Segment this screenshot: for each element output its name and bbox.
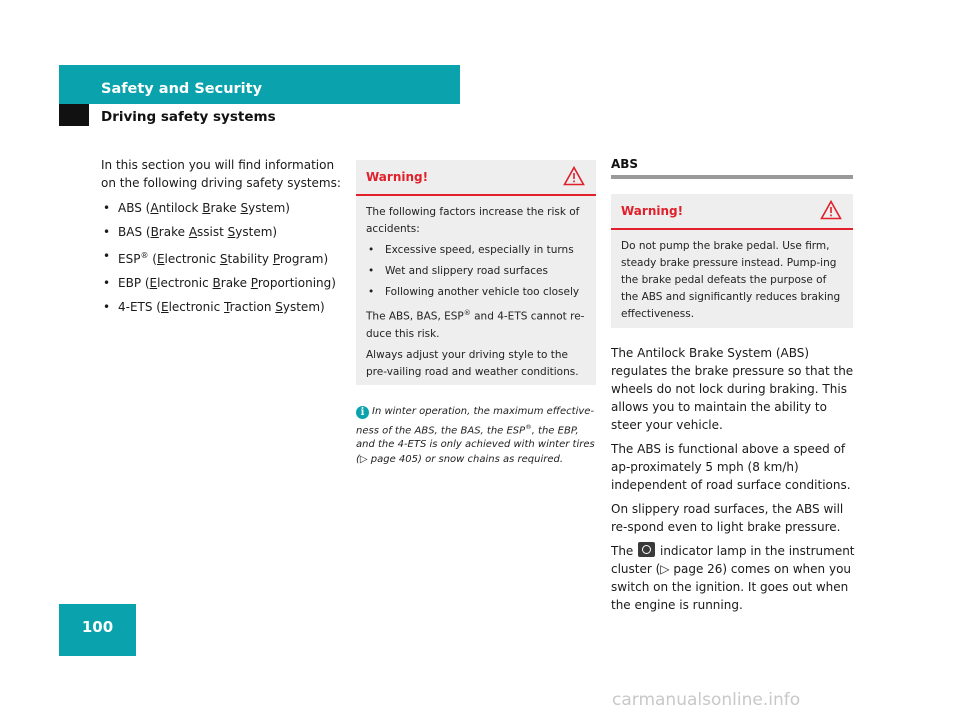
warning-header (356, 160, 596, 196)
list-item: • Wet and slippery road surfaces (366, 263, 586, 280)
abs-indicator-lamp-icon (638, 542, 655, 557)
list-item: • ESP® (Electronic Stability Program) (101, 247, 346, 268)
warning-text: Do not pump the brake pedal. Use firm, steady brake pressure instead. Pump-ing the brake pedal defeats the purpose of the ABS and significantly reduces braking effectiveness. (621, 240, 841, 320)
list-item: • EBP (Electronic Brake Proportioning) (101, 274, 346, 292)
list-item: • Following another vehicle too closely (366, 284, 586, 301)
warning-box-abs (611, 194, 853, 328)
heading-rule (611, 175, 853, 179)
abs-heading: ABS (611, 157, 639, 171)
page-number: 100 (81, 618, 114, 636)
list-item: • ABS (Antilock Brake System) (101, 199, 346, 217)
section-title: Safety and Security (101, 81, 263, 97)
warning-label: Warning! (366, 170, 429, 184)
intro-column (101, 156, 346, 322)
warning-paragraph: The ABS, BAS, ESP® and 4-ETS cannot re-duce this risk. (366, 309, 585, 340)
sub-title: Driving safety systems (101, 109, 276, 125)
warning-box-risk (356, 160, 596, 385)
warning-paragraph: Always adjust your driving style to the pre-vailing road and weather conditions. (366, 348, 579, 378)
watermark: carmanualsonline.info (612, 690, 801, 710)
abs-column (611, 344, 856, 620)
warning-body (611, 230, 853, 335)
list-item: • Excessive speed, especially in turns (366, 242, 586, 259)
abs-paragraph: On slippery road surfaces, the ABS will re-spond even to light brake pressure. (611, 502, 844, 534)
warning-triangle-icon (820, 200, 842, 220)
abs-paragraph: The ABS is functional above a speed of ap-proximately 5 mph (8 km/h) independent of road surface conditions. (611, 442, 851, 492)
list-item: • 4-ETS (Electronic Traction System) (101, 298, 346, 316)
abs-paragraph: The indicator lamp in the instrument cluster (▷ page 26) comes on when you switch on the ignition. It goes out when the engine is running. (611, 544, 855, 612)
intro-text: In this section you will find information on the following driving safety systems: (101, 158, 341, 190)
header-marker (59, 104, 89, 126)
warning-triangle-icon (563, 166, 585, 186)
list-item: • BAS (Brake Assist System) (101, 223, 346, 241)
warning-intro: The following factors increase the risk of accidents: (366, 206, 580, 235)
warning-label: Warning! (621, 204, 684, 218)
info-note: i In winter operation, the maximum effective-ness of the ABS, the BAS, the ESP®, the EBP, and the 4-ETS is only achieved with winter tires (▷ page 405) or snow chains as required. (356, 406, 595, 465)
info-icon: i (356, 406, 369, 419)
warning-header (611, 194, 853, 230)
risk-factors-list (366, 242, 586, 301)
warning-body (356, 196, 596, 393)
abs-paragraph: The Antilock Brake System (ABS) regulates the brake pressure so that the wheels do not lock during braking. This allows you to maintain the ability to steer your vehicle. (611, 346, 854, 432)
systems-list (101, 199, 346, 316)
